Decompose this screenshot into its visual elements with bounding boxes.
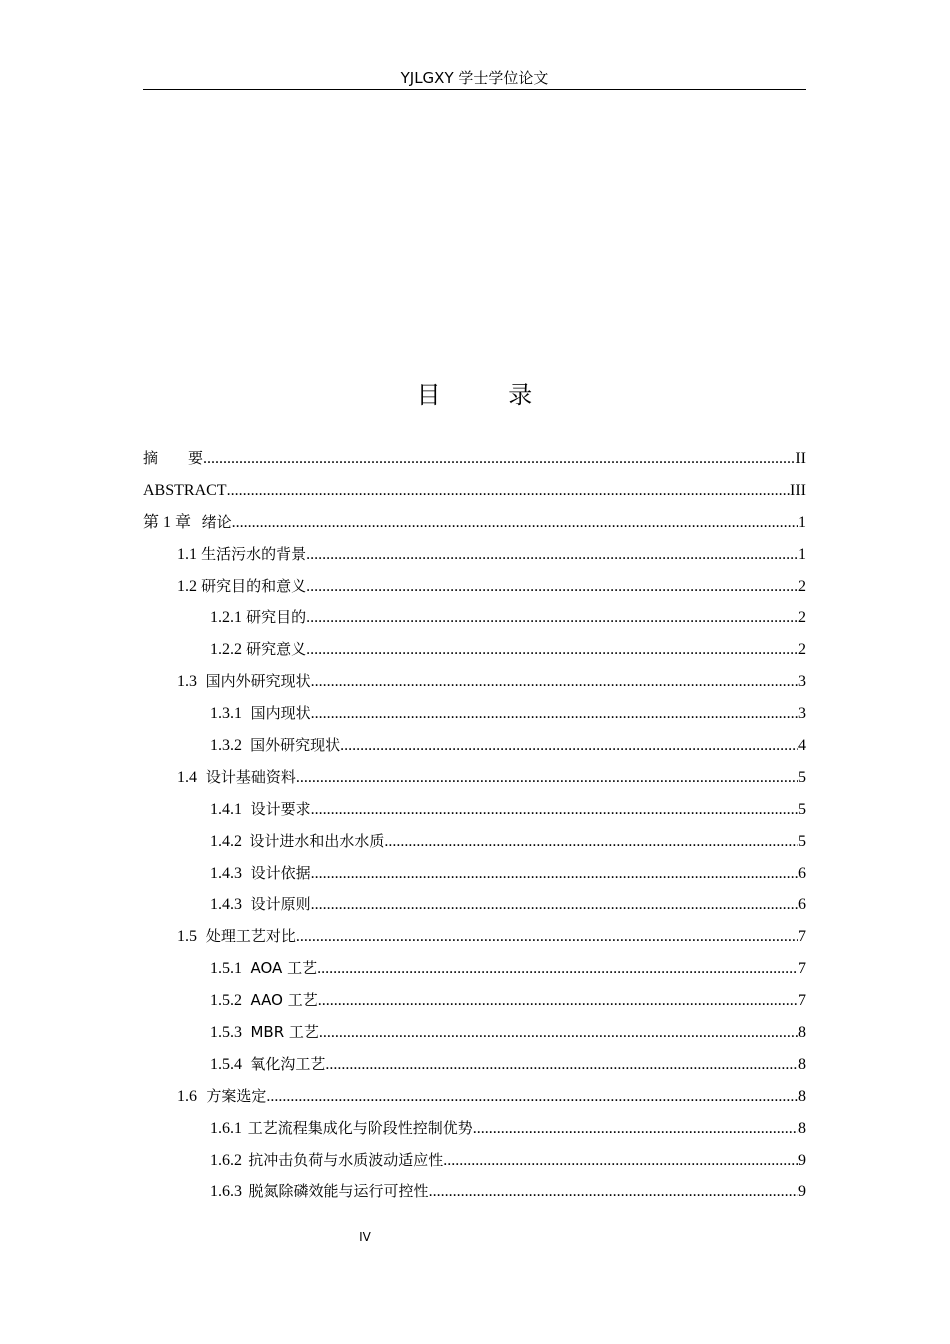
toc-dot-leader xyxy=(296,762,798,794)
toc-entry-number: 1.4.2 xyxy=(210,832,242,850)
toc-entry-number: 1.6.2 xyxy=(210,1151,242,1169)
toc-entry[interactable] xyxy=(143,1145,806,1177)
toc-entry[interactable] xyxy=(143,1081,806,1113)
toc-entry-number: 1.4.3 xyxy=(210,896,242,914)
toc-entry[interactable] xyxy=(143,762,806,794)
toc-dot-leader xyxy=(311,698,798,730)
header-rule xyxy=(143,89,806,90)
toc-entry[interactable] xyxy=(143,507,806,539)
toc-entry-title: 设计原则 xyxy=(250,895,311,914)
toc-entry-title: 设计基础资料 xyxy=(205,767,296,786)
toc-entry-number: 1.3.2 xyxy=(210,737,242,755)
toc-entry-number: 1.6.1 xyxy=(210,1119,242,1137)
toc-entry-page: 6 xyxy=(798,896,806,914)
toc-entry-title: MBR 工艺 xyxy=(250,1023,319,1042)
toc-entry-page: 4 xyxy=(798,737,806,755)
toc-entry-number: 1.5.2 xyxy=(210,992,242,1010)
toc-entry-page: 1 xyxy=(798,545,806,563)
toc-entry-page: 5 xyxy=(798,800,806,818)
toc-entry-number: 1.2.1 xyxy=(210,609,242,627)
toc-dot-leader xyxy=(296,921,798,953)
toc-dot-leader xyxy=(384,826,798,858)
toc-entry-page: 9 xyxy=(798,1151,806,1169)
toc-entry-title: 氧化沟工艺 xyxy=(250,1054,326,1073)
toc-entry-page: 6 xyxy=(798,864,806,882)
toc-entry-number: 1.4.1 xyxy=(210,800,242,818)
toc-entry-title: 生活污水的背景 xyxy=(201,544,307,563)
toc-entry-page: 1 xyxy=(798,513,806,531)
toc-entry[interactable] xyxy=(143,634,806,666)
toc-dot-leader xyxy=(340,730,798,762)
toc-entry-page: 8 xyxy=(798,1119,806,1137)
toc-entry-number: 1.4.3 xyxy=(210,864,242,882)
toc-dot-leader xyxy=(319,1017,798,1049)
toc-entry-title: 国外研究现状 xyxy=(250,736,341,755)
page-number: IV xyxy=(359,1230,371,1244)
toc-entry-page: 8 xyxy=(798,1055,806,1073)
toc-entry-title: 设计进水和出水水质 xyxy=(249,831,385,850)
toc-entry-title: 绪论 xyxy=(201,512,232,531)
table-of-contents xyxy=(143,443,806,1208)
toc-entry[interactable] xyxy=(143,475,806,507)
toc-entry-page: 5 xyxy=(798,832,806,850)
toc-dot-leader xyxy=(318,985,798,1017)
toc-entry-page: 3 xyxy=(798,673,806,691)
toc-dot-leader xyxy=(306,571,798,603)
toc-entry-title: AOA 工艺 xyxy=(250,959,318,978)
toc-entry-title: 设计要求 xyxy=(250,799,311,818)
toc-entry-title: 处理工艺对比 xyxy=(205,927,296,946)
toc-dot-leader xyxy=(306,539,798,571)
toc-dot-leader xyxy=(203,443,795,475)
toc-dot-leader xyxy=(429,1176,798,1208)
toc-entry-title: 研究意义 xyxy=(246,640,307,659)
toc-entry-title: 国内现状 xyxy=(250,704,311,723)
toc-entry-title: 脱氮除磷效能与运行可控性 xyxy=(248,1182,429,1201)
toc-entry-number: 1.4 xyxy=(177,768,197,786)
toc-dot-leader xyxy=(443,1145,798,1177)
toc-entry-page: 7 xyxy=(798,992,806,1010)
toc-dot-leader xyxy=(266,1081,798,1113)
toc-entry[interactable] xyxy=(143,443,806,475)
toc-entry-title: ABSTRACT xyxy=(143,481,227,499)
toc-title: 目 录 xyxy=(416,381,563,409)
toc-entry-number: 1.5 xyxy=(177,928,197,946)
toc-entry-page: 3 xyxy=(798,705,806,723)
toc-entry-page: 8 xyxy=(798,1087,806,1105)
toc-entry-title: 工艺流程集成化与阶段性控制优势 xyxy=(247,1118,473,1137)
toc-dot-leader xyxy=(306,602,798,634)
toc-entry[interactable] xyxy=(143,858,806,890)
toc-entry[interactable] xyxy=(143,602,806,634)
toc-entry-number: 1.3.1 xyxy=(210,705,242,723)
toc-dot-leader xyxy=(311,889,798,921)
toc-dot-leader xyxy=(311,666,798,698)
toc-entry-number: 1.6.3 xyxy=(210,1183,242,1201)
running-header: YJLGXY 学士学位论文 xyxy=(400,69,549,87)
toc-dot-leader xyxy=(311,794,798,826)
toc-entry-number: 1.5.1 xyxy=(210,960,242,978)
toc-entry-page: 5 xyxy=(798,768,806,786)
toc-entry[interactable] xyxy=(143,730,806,762)
toc-entry-number: 1.5.4 xyxy=(210,1055,242,1073)
toc-entry[interactable] xyxy=(143,539,806,571)
toc-entry[interactable] xyxy=(143,953,806,985)
toc-entry-number: 1.3 xyxy=(177,673,197,691)
toc-entry-number: 1.2 xyxy=(177,577,197,595)
toc-entry-title: 国内外研究现状 xyxy=(205,672,311,691)
toc-entry-number: 1.5.3 xyxy=(210,1024,242,1042)
toc-entry-title: 设计依据 xyxy=(250,863,311,882)
toc-dot-leader xyxy=(306,634,798,666)
toc-dot-leader xyxy=(473,1113,798,1145)
toc-entry-page: 2 xyxy=(798,609,806,627)
toc-entry[interactable] xyxy=(143,1017,806,1049)
toc-entry-title: AAO 工艺 xyxy=(250,991,318,1010)
toc-entry-number: 1.1 xyxy=(177,545,197,563)
toc-entry[interactable] xyxy=(143,666,806,698)
toc-entry[interactable] xyxy=(143,698,806,730)
toc-entry[interactable] xyxy=(143,826,806,858)
toc-entry-number: 第 1 章 xyxy=(143,513,192,531)
toc-dot-leader xyxy=(317,953,798,985)
toc-entry-title: 研究目的和意义 xyxy=(201,576,307,595)
toc-entry-page: 9 xyxy=(798,1183,806,1201)
toc-entry[interactable] xyxy=(143,794,806,826)
toc-dot-leader xyxy=(227,475,790,507)
toc-entry-page: II xyxy=(795,450,806,467)
toc-entry[interactable] xyxy=(143,985,806,1017)
toc-entry[interactable] xyxy=(143,1113,806,1145)
toc-entry-number: 1.6 xyxy=(177,1087,197,1105)
toc-dot-leader xyxy=(311,858,798,890)
toc-entry[interactable] xyxy=(143,1176,806,1208)
toc-entry-title: 摘 要 xyxy=(143,449,204,467)
toc-entry[interactable] xyxy=(143,889,806,921)
toc-dot-leader xyxy=(325,1049,798,1081)
toc-entry[interactable] xyxy=(143,1049,806,1081)
toc-entry-page: 2 xyxy=(798,577,806,595)
toc-entry-page: 2 xyxy=(798,641,806,659)
toc-entry-page: 8 xyxy=(798,1024,806,1042)
toc-entry-page: III xyxy=(790,481,806,499)
toc-entry-title: 方案选定 xyxy=(206,1086,267,1105)
toc-dot-leader xyxy=(232,507,798,539)
toc-entry-page: 7 xyxy=(798,928,806,946)
toc-entry-number: 1.2.2 xyxy=(210,641,242,659)
toc-entry-page: 7 xyxy=(798,960,806,978)
toc-entry[interactable] xyxy=(143,921,806,953)
toc-entry[interactable] xyxy=(143,571,806,603)
toc-entry-title: 研究目的 xyxy=(246,608,307,627)
toc-entry-title: 抗冲击负荷与水质波动适应性 xyxy=(248,1150,444,1169)
